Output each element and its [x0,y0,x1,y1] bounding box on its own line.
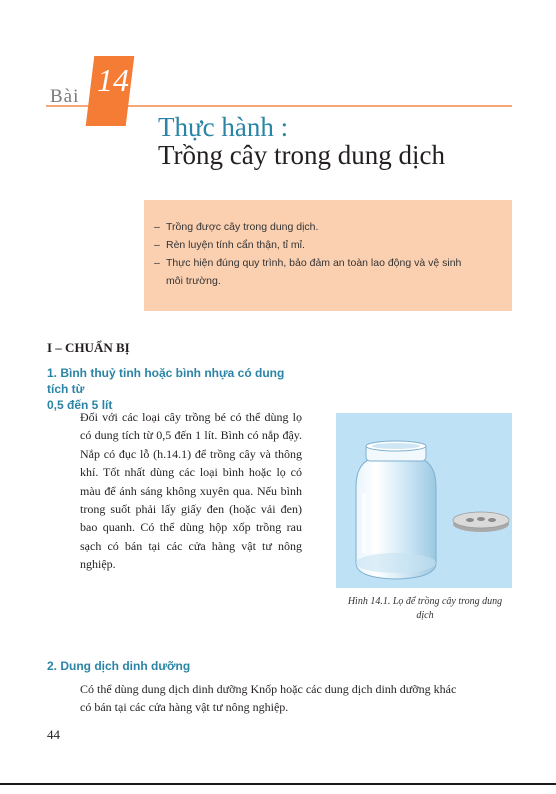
objectives-box [144,200,512,311]
body-paragraph: Đối với các loại cây trồng bé có thể dùng lọ có dung tích từ 0,5 đến 1 lít. Bình có nắp đậy. Nắp có đục lỗ (h.14.1) để trồng cây và thông khí. Tốt nhất dùng các loại bình hoặc lọ có màu để ánh sáng không xuyên qua. Nếu bình trong suốt phải lấy giấy đen (hoặc vải đen) bao quanh. Có thể dùng hộp xốp trồng rau sạch có bán tại các cửa hàng vật tư nông nghiệp. [80,410,302,572]
lesson-number: 14 [97,62,129,98]
objective-item: – Rèn luyện tính cẩn thận, tỉ mỉ. [154,239,305,251]
lesson-title-line1: Thực hành : [158,112,289,142]
figure-caption: Hình 14.1. Lọ để trồng cây trong dung dịch [347,596,503,621]
subheading: 2. Dung dịch dinh dưỡng [47,659,191,673]
objective-item: – Thực hiện đúng quy trình, bảo đảm an toàn lao động và vệ sinh [154,257,462,269]
objective-item: – Trồng được cây trong dung dịch. [154,221,319,233]
lesson-header [0,0,556,200]
body-paragraph-2: Có thể dùng dung dịch dinh dưỡng Knốp hoặc các dung dịch dinh dưỡng khác có bán tại các cửa hàng vật tư nông nghiệp. [80,682,457,714]
bottom-rule [0,783,556,785]
jar-illustration [336,413,512,588]
lesson-word: Bài [50,86,80,107]
objective-item-continuation: môi trường. [166,275,221,287]
subheading-container [47,365,307,413]
subheading-line: 0,5 đến 5 lít [47,398,113,412]
figure-jar [336,413,512,588]
section-heading: I – CHUẨN BỊ [47,340,130,355]
page-number: 44 [47,727,60,742]
subheading-line: 1. Bình thuỷ tinh hoặc bình nhựa có dung tích từ [47,366,285,396]
lesson-title-line2: Trồng cây trong dung dịch [158,140,445,170]
